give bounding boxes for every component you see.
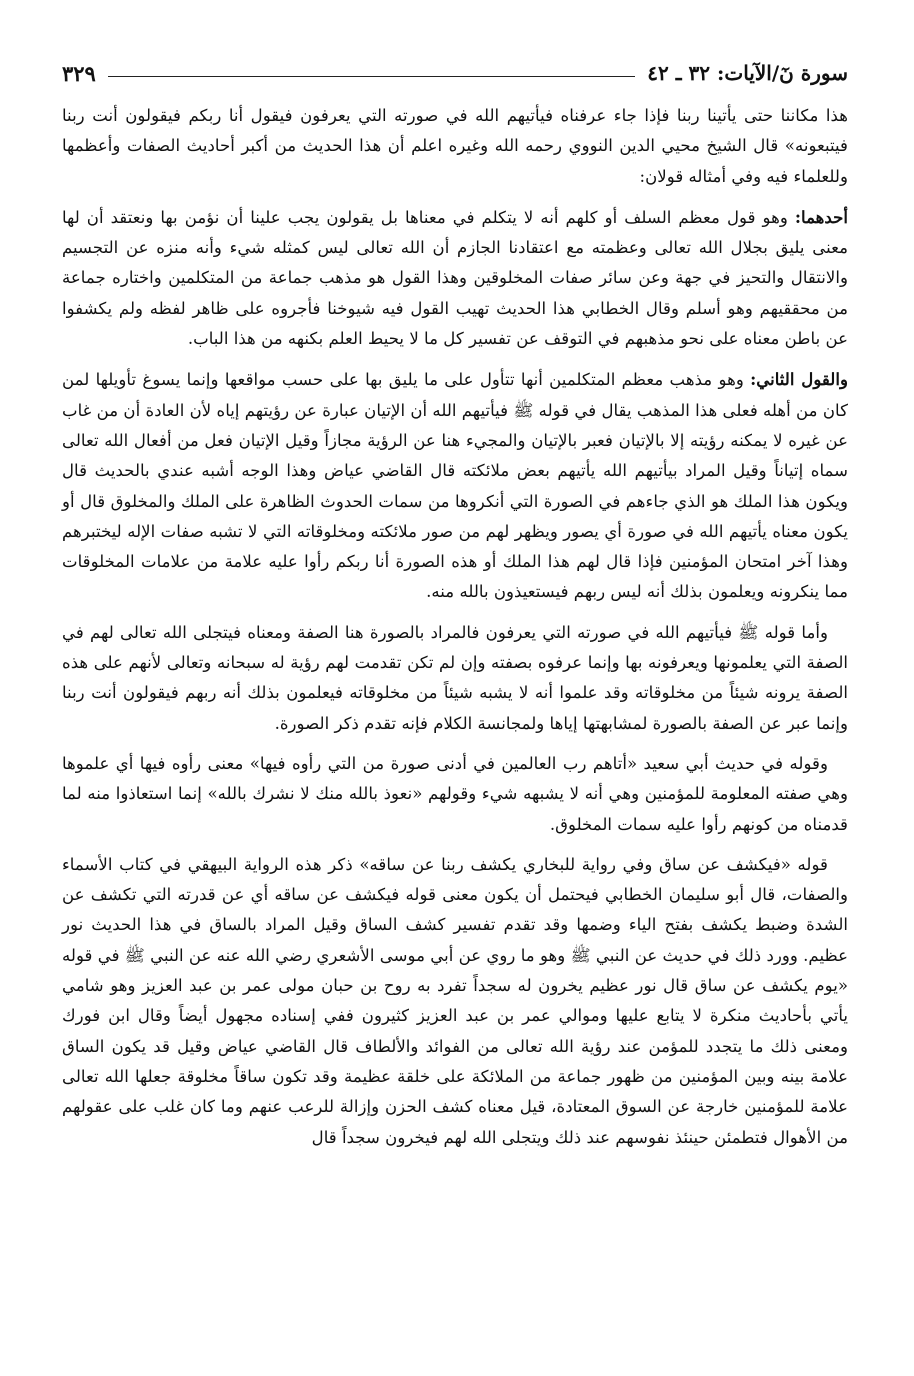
paragraph	[62, 202, 848, 354]
header-rule	[108, 76, 635, 77]
paragraph-text: وهو مذهب معظم المتكلمين أنها تتأول على ما يليق بها على حسب مواقعها وإنما يسوغ تأويلها لمن كان من أهله فعلى هذا المذهب يقال في قوله ﷺ فيأتيهم الله أن الإتيان عبارة عن رؤيتهم إياه لأن العادة أن من غاب عن غيره لا يمكنه رؤيته إلا بالإتيان فعبر بالإتيان والمجيء هنا عن الرؤية مجازاً وقيل الإتيان فعل من أفعال الله تعالى سماه إتياناً وقيل المراد بيأتيهم الله يأتيهم بعض ملائكته قال القاضي عياض وهذا الوجه أشبه عندي بالحديث قال ويكون هذا الملك هو الذي جاءهم في الصورة التي أنكروها من سمات الحدوث الظاهرة على الملك والمخلوق قال أو يكون معناه يأتيهم الله في صورة أي يصور ويظهر لهم من صور ملائكته ومخلوقاته التي لا تشبه صفات الإله ليختبرهم وهذا آخر امتحان المؤمنين فإذا قال لهم هذا الملك أو هذه الصورة أنا ربكم رأوا عليه علامة من علامات المخلوقات مما ينكرونه ويعلمون بذلك أنه ليس ربهم فيستعيذون بالله منه.	[62, 370, 848, 602]
paragraph	[62, 100, 848, 192]
paragraph	[62, 749, 848, 840]
paragraph-text: وأما قوله ﷺ فيأتيهم الله في صورته التي يعرفون فالمراد بالصورة هنا الصفة ومعناه فيتجلى الله تعالى لهم في الصفة التي يعلمونها ويعرفونه بها وإنما عرفوه بصفته وإن لم تكن تقدمت لهم رؤية له سبحانه وتعالى لأنهم على هذه الصفة يرونه شيئاً من مخلوقاته وقد علموا أنه لا يشبه شيئاً من مخلوقاته فيعلمون بذلك أنه ربهم فيقولون أنت ربنا وإنما عبر عن الصفة بالصورة لمشابهتها إياها ولمجانسة الكلام فإنه تقدم ذكر الصورة.	[62, 622, 848, 733]
paragraph-text: وقوله في حديث أبي سعيد «أتاهم رب العالمين في أدنى صورة من التي رأوه فيها» معنى رأوه فيها أي علموها وهي صفته المعلومة للمؤمنين وهي أنه لا يشبهه شيء وقولهم «نعوذ بالله منك لا نشرك بالله» إنما استعاذوا منه لما قدمناه من كونهم رأوا عليه سمات المخلوق.	[62, 753, 848, 834]
page-header	[62, 58, 848, 88]
paragraph-lead: والقول الثاني:	[750, 369, 848, 390]
paragraph	[62, 364, 848, 607]
running-title: سورة نٓ/الآيات: ٣٢ ـ ٤٢	[647, 61, 848, 85]
paragraph-lead: أحدهما:	[794, 206, 848, 227]
paragraph-text: هذا مكاننا حتى يأتينا ربنا فإذا جاء عرفناه فيأتيهم الله في صورته التي يعرفون فيقول أنا ربكم فيقولون أنت ربنا فيتبعونه» قال الشيخ محيي الدين النووي رحمه الله وغيره اعلم أن هذا الحديث من أكبر أحاديث الصفات وأعظمها وللعلماء فيه وفي أمثاله قولان:	[62, 106, 848, 186]
paragraph	[62, 618, 848, 739]
body-text	[62, 100, 848, 1163]
page-number: ٣٢٩	[62, 60, 96, 86]
paragraph	[62, 850, 848, 1153]
paragraph-text: قوله «فيكشف عن ساق وفي رواية للبخاري يكشف ربنا عن ساقه» ذكر هذه الرواية البيهقي في كتاب الأسماء والصفات، قال أبو سليمان الخطابي فيحتمل أن يكون معنى قوله فيكشف عن ساقه أي عن قدرته التي تكشف عن الشدة وضبط يكشف بفتح الياء وضمها وقد تقدم تفسير كشف الساق وقيل المراد بالساق في هذا الحديث نور عظيم. وورد ذلك في حديث عن النبي ﷺ وهو ما روي عن أبي موسى الأشعري رضي الله عنه عن النبي ﷺ في قوله «يوم يكشف عن ساق قال نور عظيم يخرون له سجداً تفرد به روح بن حبان مولى عمر بن عبد العزيز وهو شامي يأتي بأحاديث منكرة لا يتابع عليها وموالي عمر بن عبد العزيز كثيرون ففي إسناده مجهول أيضاً وقال ابن فورك ومعنى ذلك ما يتجدد للمؤمن عند رؤية الله تعالى من الفوائد والألطاف قال القاضي عياض وقيل قد يكون الساق علامة بينه وبين المؤمنين من ظهور جماعة من الملائكة على خلقة عظيمة وقد تكون ساقاً مخلوقة جعلها الله تعالى علامة للمؤمنين خارجة عن السوق المعتادة، قيل معناه كشف الحزن وإزالة للرعب عنهم وما كان غلب على عقولهم من الأهوال فتطمئن حينئذ نفوسهم عند ذلك ويتجلى الله لهم فيخرون سجداً قال	[62, 854, 848, 1147]
paragraph-text: وهو قول معظم السلف أو كلهم أنه لا يتكلم في معناها بل يقولون يجب علينا أن نؤمن بها ونعتقد أن لها معنى يليق بجلال الله تعالى وعظمته مع اعتقادنا الجازم أن الله تعالى ليس كمثله شيء وأنه منزه عن التجسيم والانتقال والتحيز في جهة وعن سائر صفات المخلوقين وهذا القول هو مذهب جماعة من المتكلمين واختاره جماعة من محققيهم وهو أسلم وقال الخطابي هذا الحديث تهيب القول فيه شيوخنا فأجروه على ظاهر لفظه ولم يكشفوا عن باطن معناه على نحو مذهبهم في التوقف عن تفسير كل ما لا يحيط العلم بكنهه من هذا الباب.	[62, 207, 848, 349]
